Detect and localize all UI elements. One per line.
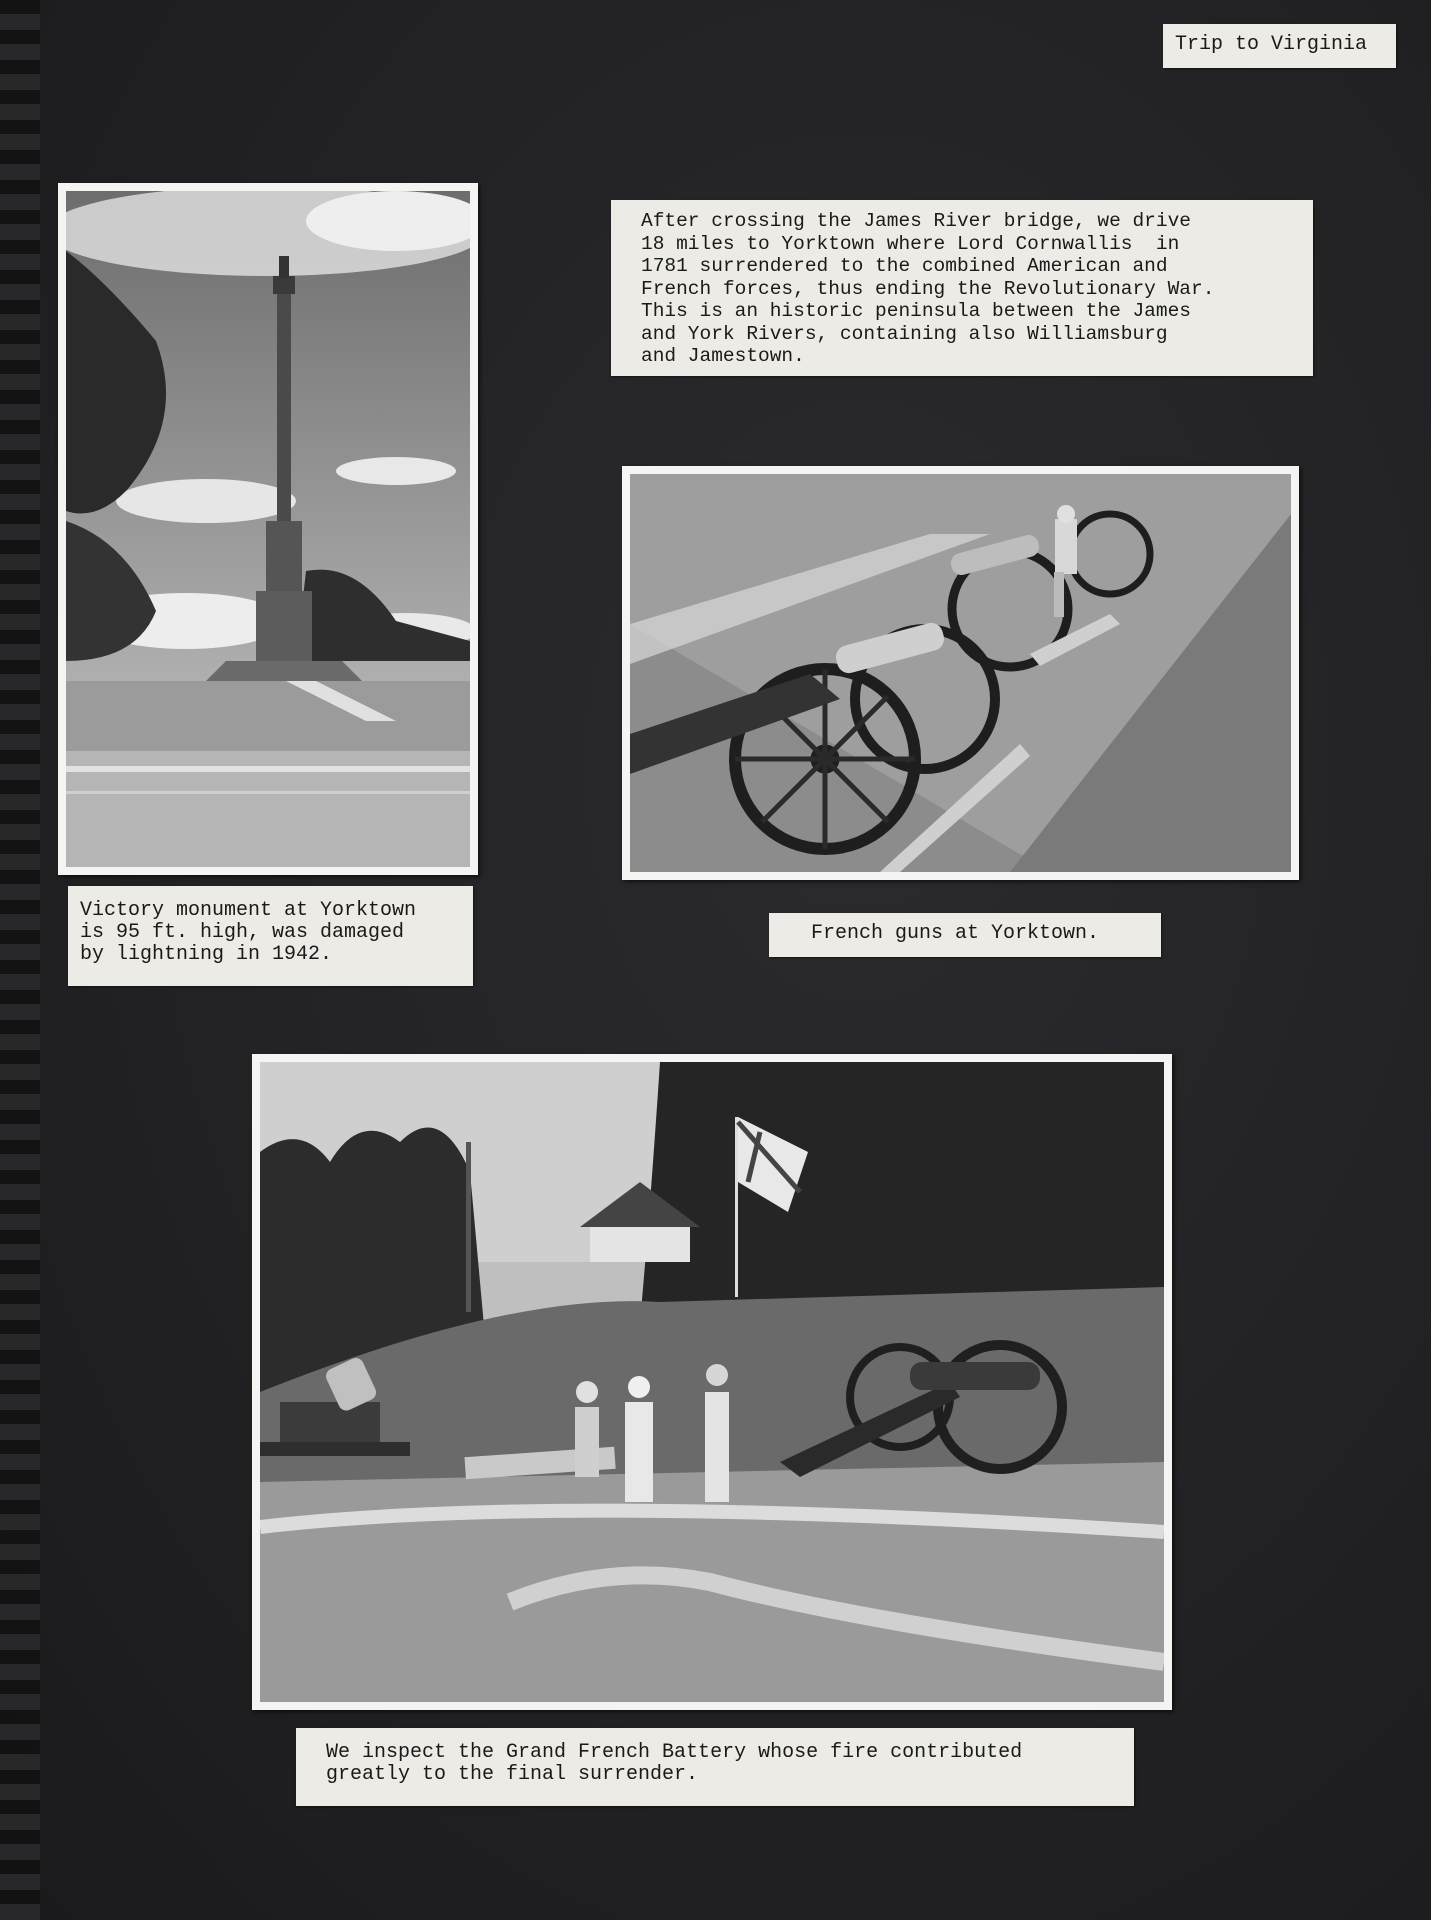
french-guns-caption: French guns at Yorktown. <box>769 913 1161 957</box>
spiral-binding <box>0 0 40 1920</box>
monument-image <box>66 191 470 867</box>
grand-battery-photo <box>252 1054 1172 1710</box>
french-guns-image <box>630 474 1291 872</box>
intro-text-label: After crossing the James River bridge, we drive 18 miles to Yorktown where Lord Cornwallis in 1781 surrendered to the combined American and French forces, thus ending the Revolutionary War. This is an historic peninsula between the James and York Rivers, containing also Williamsburg and Jamestown. <box>611 200 1313 376</box>
monument-photo <box>58 183 478 875</box>
grand-battery-caption: We inspect the Grand French Battery whose fire contributed greatly to the final surrender. <box>296 1728 1134 1806</box>
page-tab-label: Trip to Virginia <box>1163 24 1396 68</box>
french-guns-photo <box>622 466 1299 880</box>
grand-battery-image <box>260 1062 1164 1702</box>
monument-caption: Victory monument at Yorktown is 95 ft. high, was damaged by lightning in 1942. <box>68 886 473 986</box>
